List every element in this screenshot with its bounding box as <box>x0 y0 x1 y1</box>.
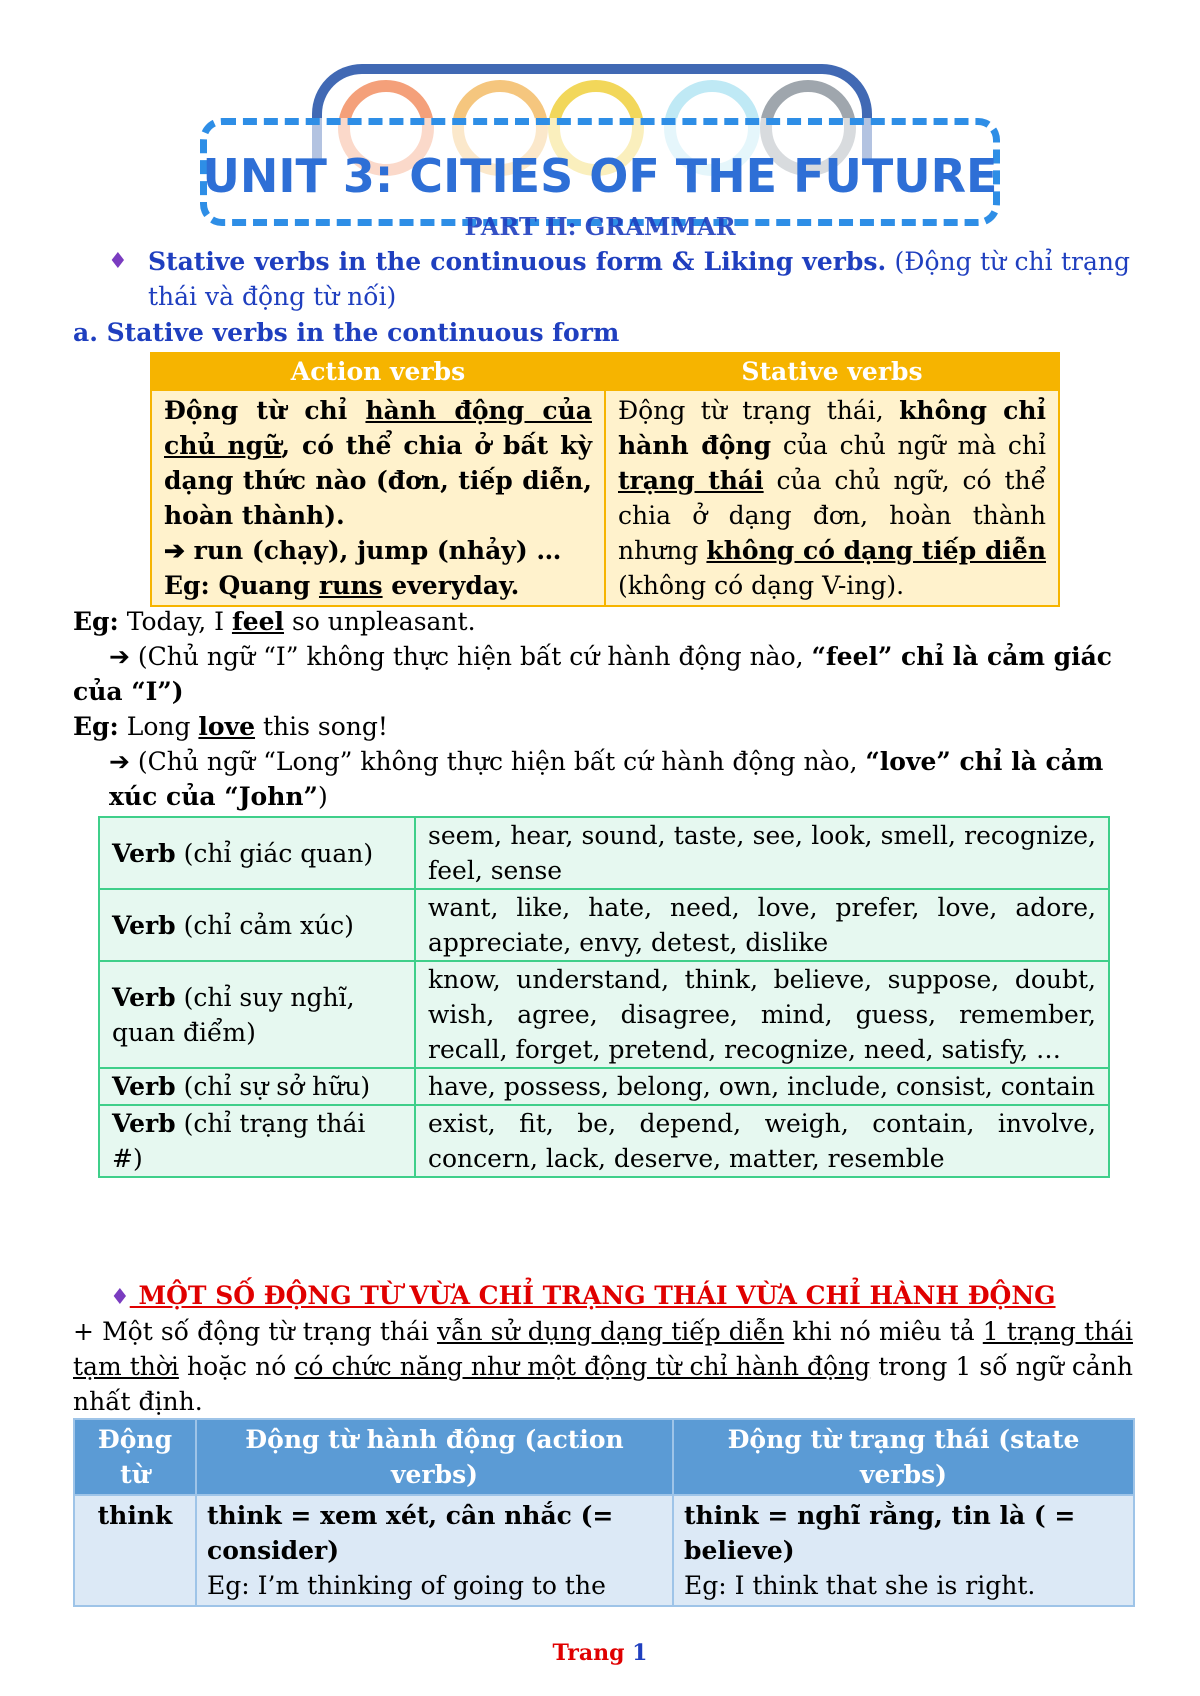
text: love <box>198 712 256 741</box>
text: không có dạng tiếp diễn <box>706 536 1047 565</box>
text: (chỉ suy nghĩ, quan điểm) <box>112 982 355 1047</box>
verb-list-cell: seem, hear, sound, taste, see, look, smell, recognize, feel, sense <box>415 817 1109 889</box>
action-verbs-cell <box>151 390 605 606</box>
text: của chủ ngữ mà chỉ <box>771 431 1046 460</box>
text: think = xem xét, cân nhắc (= consider) <box>207 1501 614 1565</box>
table-row <box>99 817 1109 889</box>
text: Today, I <box>118 607 232 636</box>
text: runs <box>318 571 383 600</box>
text: Động từ trạng thái, <box>618 396 900 425</box>
bullet-icon: ♦ <box>110 1285 130 1310</box>
stative-verb-categories-table <box>98 816 1110 1178</box>
text: + Một số động từ trạng thái <box>73 1317 437 1346</box>
text: everyday. <box>382 571 520 600</box>
action-stative-table <box>150 352 1060 607</box>
example-1 <box>73 604 1133 639</box>
action-cell <box>196 1495 673 1606</box>
category-cell <box>99 889 415 961</box>
col-action: Động từ hành động (action verbs) <box>196 1419 673 1495</box>
category-cell <box>99 1068 415 1105</box>
text: Verb <box>112 982 176 1012</box>
text: (không có dạng V-ing). <box>618 571 905 600</box>
example-2 <box>73 709 1133 744</box>
text: “love” chỉ là cảm xúc của “John” <box>109 747 1104 811</box>
text: của chủ ngữ, có thể chia ở dạng đơn, hoàn thành nhưng <box>618 466 1046 565</box>
text: không chỉ hành động <box>618 396 1046 460</box>
category-cell <box>99 1105 415 1177</box>
verb-list-cell: have, possess, belong, own, include, consist, contain <box>415 1068 1109 1105</box>
page-footer <box>0 1640 1200 1666</box>
unit-title: UNIT 3: CITIES OF THE FUTURE <box>202 149 998 203</box>
text: (chỉ sự sở hữu) <box>175 1072 371 1101</box>
text: “feel” chỉ là cảm giác của “I”) <box>73 642 1113 706</box>
text: hành động của chủ ngữ <box>164 396 592 460</box>
text: Verb <box>112 838 176 868</box>
text: 1 trạng thái tạm thời <box>73 1317 1133 1381</box>
text: Verb <box>112 910 176 940</box>
text: Eg: <box>73 712 119 741</box>
text: Eg: I’m thinking of going to the <box>207 1571 606 1600</box>
text: hoặc nó <box>178 1352 295 1381</box>
section1-heading <box>110 244 1130 314</box>
text: vẫn sử dụng dạng tiếp diễn <box>437 1317 785 1346</box>
text: trạng thái <box>618 466 764 495</box>
text: (chỉ cảm xúc) <box>175 910 354 940</box>
col-state: Động từ trạng thái (state verbs) <box>673 1419 1134 1495</box>
table-row <box>99 961 1109 1068</box>
table-row <box>99 889 1109 961</box>
dual-verbs-table <box>73 1418 1135 1607</box>
example-1-note <box>73 639 1133 709</box>
table-row <box>74 1495 1134 1606</box>
section1-title-vi: (Động từ chỉ trạng thái và động từ nối) <box>148 247 1130 311</box>
verb-list-cell: exist, fit, be, depend, weigh, contain, involve, concern, lack, deserve, matter, resemble <box>415 1105 1109 1177</box>
bullet-icon: ♦ <box>108 249 128 274</box>
text: khi nó miêu tả <box>784 1317 983 1346</box>
text: Động từ chỉ <box>164 396 366 425</box>
text: this song! <box>255 712 388 741</box>
subheading-a: a. Stative verbs in the continuous form <box>73 318 620 347</box>
text: so unpleasant. <box>284 607 476 636</box>
section2-heading <box>110 1278 1140 1315</box>
text: feel <box>231 607 285 636</box>
text: , có thể chia ở bất kỳ dạng thức nào (đơn, tiếp diễn, hoàn thành). <box>164 431 592 530</box>
text: có chức năng như một động từ chỉ hành động <box>294 1352 871 1381</box>
text: Eg: Quang <box>164 571 319 600</box>
text: trong 1 số ngữ cảnh nhất định. <box>73 1352 1133 1416</box>
text: ➔ run (chạy), jump (nhảy) … <box>164 536 562 565</box>
verb-list-cell: want, like, hate, need, love, prefer, love, adore, appreciate, envy, detest, dislike <box>415 889 1109 961</box>
category-cell <box>99 961 415 1068</box>
page-label: Trang <box>552 1640 625 1666</box>
examples <box>73 604 1133 814</box>
page-number: 1 <box>632 1640 648 1666</box>
text: Verb <box>112 1072 176 1101</box>
text: think = nghĩ rằng, tin là ( = believe) <box>684 1501 1076 1565</box>
text: MỘT SỐ ĐỘNG TỪ VỪA CHỈ TRẠNG THÁI VỪA CHỈ HÀNH ĐỘNG <box>129 1281 1056 1310</box>
category-cell <box>99 817 415 889</box>
text: (chỉ giác quan) <box>175 838 374 868</box>
state-cell <box>673 1495 1134 1606</box>
text: ) <box>317 782 328 811</box>
example-2-note <box>73 744 1133 814</box>
verb-word: think <box>97 1501 173 1530</box>
table-row <box>99 1068 1109 1105</box>
table-row <box>99 1105 1109 1177</box>
stative-verbs-cell <box>605 390 1059 606</box>
text: Eg: <box>73 607 119 636</box>
verb-list-cell: know, understand, think, believe, suppose, doubt, wish, agree, disagree, mind, guess, remember, recall, forget, pretend, recognize, need, satisfy, … <box>415 961 1109 1068</box>
section2-paragraph <box>73 1314 1133 1419</box>
text: ➔ (Chủ ngữ “I” không thực hiện bất cứ hành động nào, <box>109 642 812 671</box>
text: ➔ (Chủ ngữ “Long” không thực hiện bất cứ hành động nào, <box>109 747 866 776</box>
col-verb: Động từ <box>74 1419 196 1495</box>
text: Verb <box>112 1109 176 1138</box>
section1-title: Stative verbs in the continuous form & Liking verbs. <box>148 247 887 276</box>
text: (chỉ trạng thái #) <box>112 1109 366 1173</box>
col-stative-verbs: Stative verbs <box>605 353 1059 390</box>
text: Long <box>118 712 199 741</box>
part-label: PART II: GRAMMAR <box>464 212 736 241</box>
col-action-verbs: Action verbs <box>151 353 605 390</box>
text: Eg: I think that she is right. <box>684 1571 1036 1600</box>
